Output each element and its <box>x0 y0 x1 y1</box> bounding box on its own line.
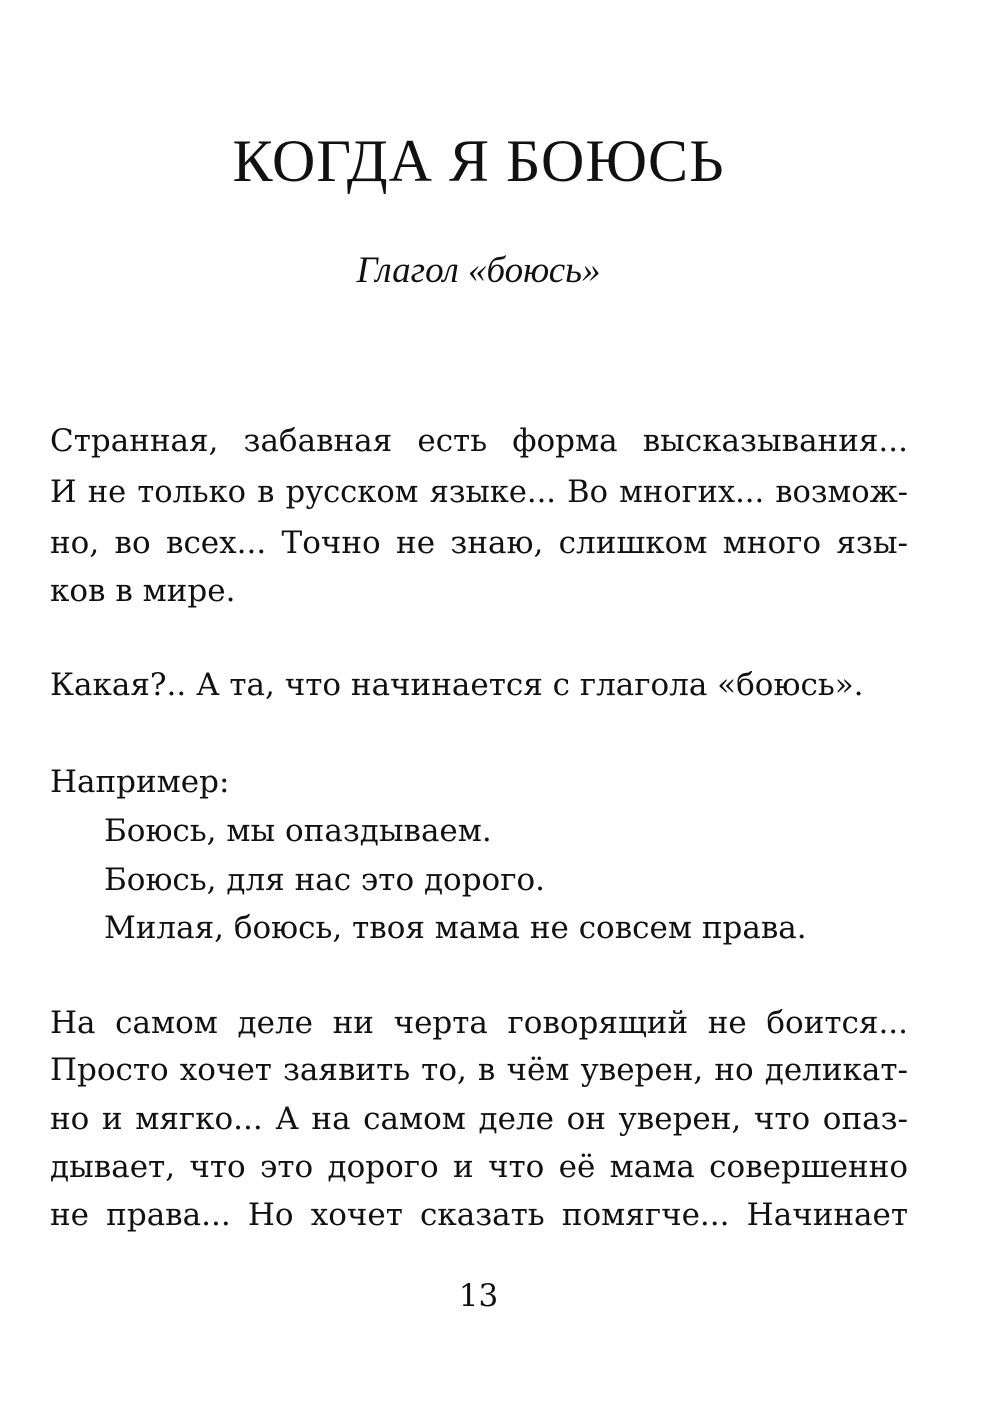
text-line: но, во всех... Точно не знаю, слишком много язы- <box>50 525 908 561</box>
text-line: Какая?.. А та, что начинается с глагола «боюсь». <box>50 667 864 703</box>
text-line: дывает, что это дорого и что её мама совершенно <box>50 1149 908 1185</box>
text-line: Например: <box>50 764 230 800</box>
chapter-subtitle: Глагол «боюсь» <box>356 250 601 291</box>
example-line: Боюсь, для нас это дорого. <box>104 862 545 898</box>
text-line: не права... Но хочет сказать помягче... Начинает <box>50 1197 908 1233</box>
page-number: 13 <box>458 1278 499 1314</box>
text-line: но и мягко... А на самом деле он уверен, что опаз- <box>50 1101 908 1137</box>
text-line: На самом деле ни черта говорящий не боится... <box>50 1005 908 1041</box>
chapter-title: КОГДА Я БОЮСЬ <box>232 128 725 194</box>
text-line: Просто хочет заявить то, в чём уверен, но деликат- <box>50 1052 908 1088</box>
text-line: Странная, забавная есть форма высказывания... <box>50 423 908 459</box>
text-line: И не только в русском языке... Во многих... возмож- <box>50 475 908 510</box>
text-line: ков в мире. <box>50 573 236 609</box>
example-line: Боюсь, мы опаздываем. <box>104 813 492 849</box>
example-line: Милая, боюсь, твоя мама не совсем права. <box>104 910 807 946</box>
